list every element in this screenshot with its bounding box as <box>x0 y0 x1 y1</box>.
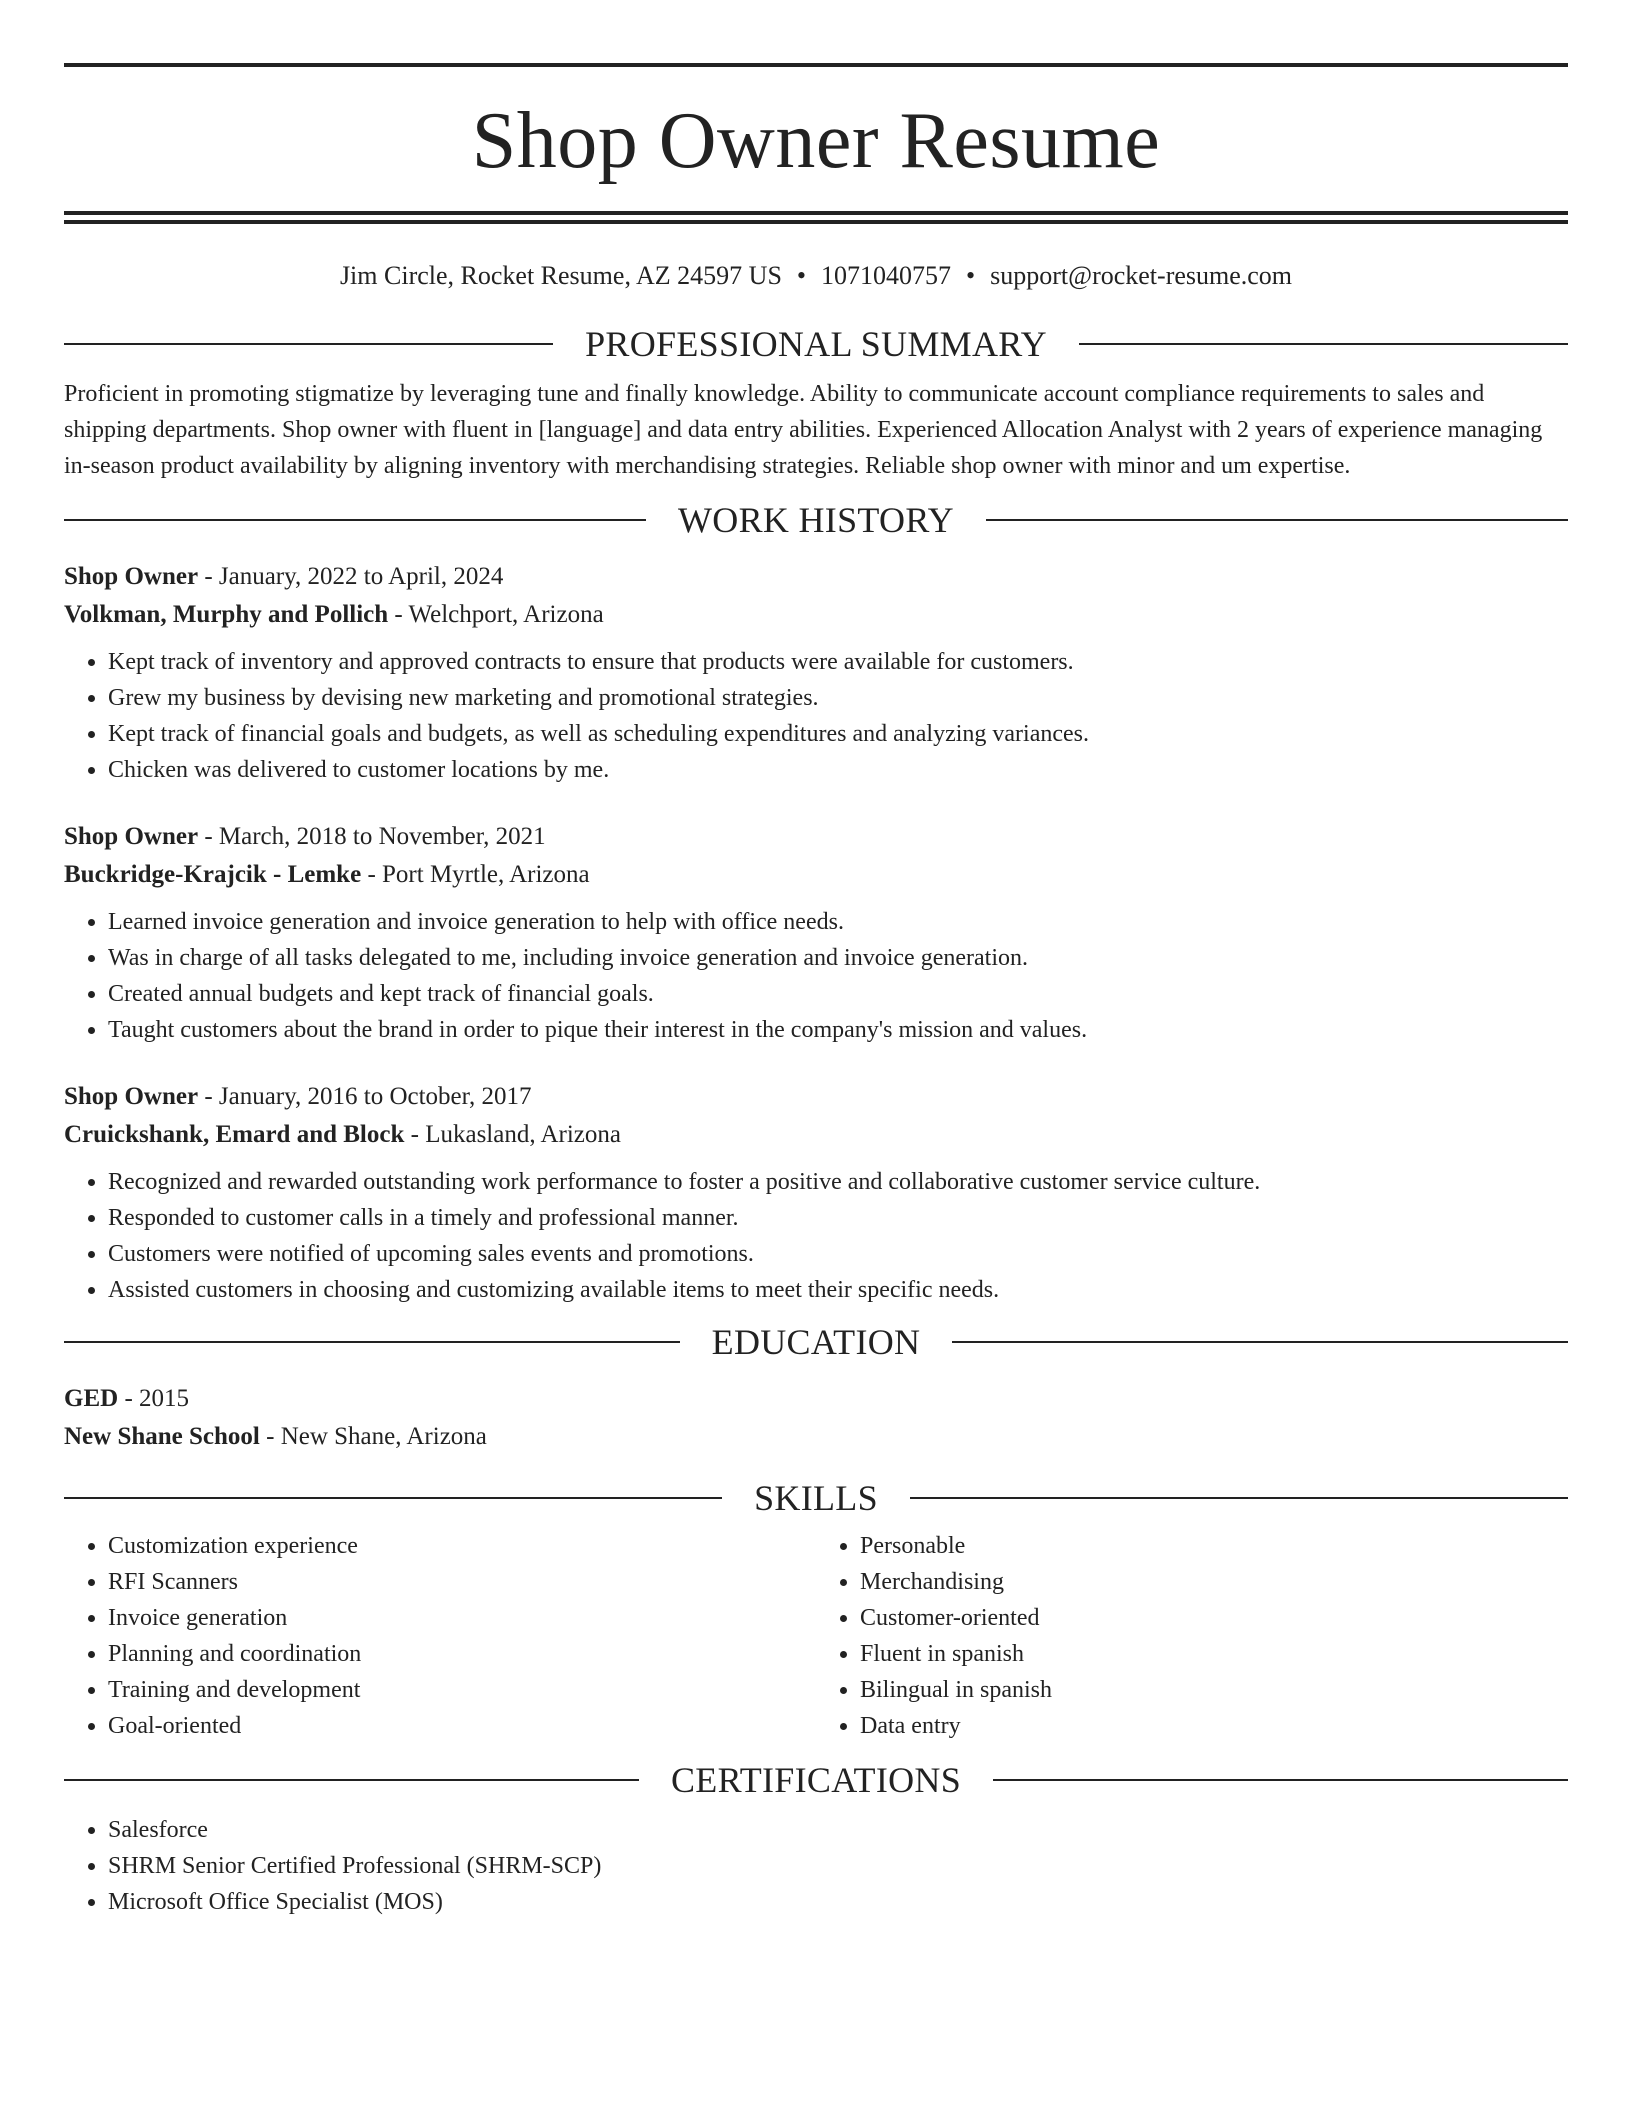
contact-line <box>64 260 1568 292</box>
job-title-line <box>64 818 1568 856</box>
list-item: • Taught customers about the brand in order to pique their interest in the company's mission and values. <box>108 1012 1568 1048</box>
list-item: • Training and development <box>108 1672 816 1708</box>
education-entry <box>64 1380 1568 1456</box>
company-location: - Port Myrtle, Arizona <box>361 861 590 888</box>
company-name: Cruickshank, Emard and Block <box>64 1121 405 1148</box>
list-item: • Was in charge of all tasks delegated to me, including invoice generation and invoice generation. <box>108 940 1568 976</box>
list-item: • Bilingual in spanish <box>860 1672 1568 1708</box>
section-heading-summary <box>64 322 1568 366</box>
job-dates: - March, 2018 to November, 2021 <box>198 823 546 850</box>
list-item: • Goal-oriented <box>108 1708 816 1744</box>
company-name: Volkman, Murphy and Pollich <box>64 601 389 628</box>
school-line <box>64 1418 1568 1456</box>
list-item: • Customization experience <box>108 1528 816 1564</box>
section-heading-education <box>64 1320 1568 1364</box>
list-item: • Created annual budgets and kept track of financial goals. <box>108 976 1568 1012</box>
school-name: New Shane School <box>64 1423 260 1450</box>
title-double-rule <box>64 211 1568 224</box>
school-location: - New Shane, Arizona <box>259 1423 487 1450</box>
company-location: - Welchport, Arizona <box>388 601 604 628</box>
list-item: • RFI Scanners <box>108 1564 816 1600</box>
list-item: • Chicken was delivered to customer locations by me. <box>108 752 1568 788</box>
summary-text: Proficient in promoting stigmatize by leveraging tune and finally knowledge. Ability to communicate account compliance requirements to sales and shipping departments. Shop owner with fluent in [language] and data entry abilities. Experienced Allocation Analyst with 2 years of experience managing in-season product availability by aligning inventory with merchandising strategies. Reliable shop owner with minor and um expertise. <box>64 381 1543 479</box>
job-title-line <box>64 1078 1568 1116</box>
list-item: • Data entry <box>860 1708 1568 1744</box>
job-title: Shop Owner <box>64 823 199 850</box>
company-location: - Lukasland, Arizona <box>404 1121 621 1148</box>
certifications-list <box>64 1812 1568 1920</box>
list-item: • Learned invoice generation and invoice generation to help with office needs. <box>108 904 1568 940</box>
list-item: • Recognized and rewarded outstanding work performance to foster a positive and collaborative customer service culture. <box>108 1164 1568 1200</box>
resume-title: Shop Owner Resume <box>471 97 1161 185</box>
section-title: PROFESSIONAL SUMMARY <box>585 324 1047 364</box>
section-heading-certifications <box>64 1758 1568 1802</box>
job-dates: - January, 2022 to April, 2024 <box>198 563 504 590</box>
job-title: Shop Owner <box>64 563 199 590</box>
list-item: • Planning and coordination <box>108 1636 816 1672</box>
list-item: • Salesforce <box>108 1812 1568 1848</box>
job-entry <box>64 818 1568 1048</box>
job-bullets <box>64 1164 1568 1308</box>
section-title: WORK HISTORY <box>678 500 954 540</box>
list-item: • Kept track of financial goals and budgets, as well as scheduling expenditures and analyzing variances. <box>108 716 1568 752</box>
job-entry <box>64 558 1568 788</box>
list-item: • Responded to customer calls in a timely and professional manner. <box>108 1200 1568 1236</box>
list-item: • Customer-oriented <box>860 1600 1568 1636</box>
section-title: EDUCATION <box>711 1322 921 1362</box>
skills-list-right <box>816 1528 1568 1744</box>
degree-line <box>64 1380 1568 1418</box>
degree-name: GED <box>64 1385 119 1412</box>
contact-address: Jim Circle, Rocket Resume, AZ 24597 US <box>339 261 782 290</box>
separator-dot: • <box>966 261 976 290</box>
list-item: • Grew my business by devising new marketing and promotional strategies. <box>108 680 1568 716</box>
contact-email: support@rocket-resume.com <box>990 261 1293 290</box>
section-title: SKILLS <box>754 1478 878 1518</box>
degree-year: - 2015 <box>118 1385 190 1412</box>
job-entry <box>64 1078 1568 1308</box>
list-item: • Personable <box>860 1528 1568 1564</box>
section-heading-skills <box>64 1476 1568 1520</box>
separator-dot: • <box>796 261 807 290</box>
contact-phone: 1071040757 <box>821 261 952 290</box>
job-title: Shop Owner <box>64 1083 199 1110</box>
list-item: • Kept track of inventory and approved contracts to ensure that products were available for customers. <box>108 644 1568 680</box>
list-item: • Microsoft Office Specialist (MOS) <box>108 1884 1568 1920</box>
company-name: Buckridge-Krajcik - Lemke <box>64 861 362 888</box>
job-bullets <box>64 904 1568 1048</box>
skills-columns <box>64 1520 1568 1744</box>
section-heading-work-history <box>64 498 1568 542</box>
list-item: • Fluent in spanish <box>860 1636 1568 1672</box>
list-item: • Invoice generation <box>108 1600 816 1636</box>
top-rule <box>64 63 1568 67</box>
list-item: • SHRM Senior Certified Professional (SHRM-SCP) <box>108 1848 1568 1884</box>
job-company-line <box>64 596 1568 634</box>
list-item: • Assisted customers in choosing and customizing available items to meet their specific needs. <box>108 1272 1568 1308</box>
list-item: • Merchandising <box>860 1564 1568 1600</box>
skills-list-left <box>64 1528 816 1744</box>
list-item: • Customers were notified of upcoming sales events and promotions. <box>108 1236 1568 1272</box>
job-title-line <box>64 558 1568 596</box>
job-bullets <box>64 644 1568 788</box>
section-title: CERTIFICATIONS <box>670 1760 962 1800</box>
job-company-line <box>64 1116 1568 1154</box>
job-company-line <box>64 856 1568 894</box>
job-dates: - January, 2016 to October, 2017 <box>198 1083 532 1110</box>
